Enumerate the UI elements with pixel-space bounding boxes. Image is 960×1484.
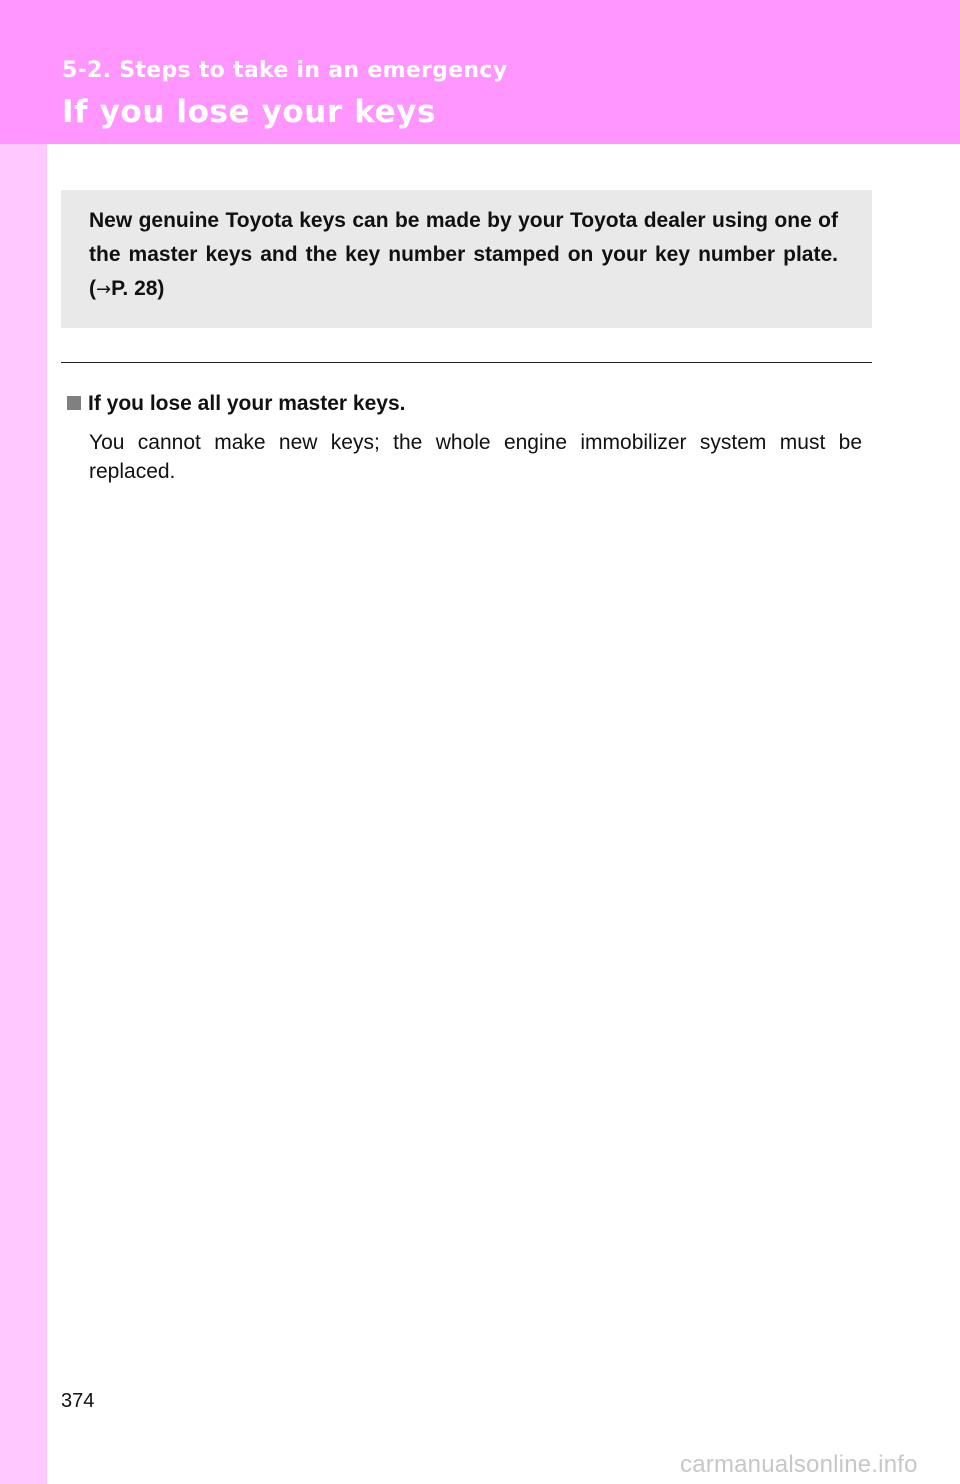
section-heading: [67, 391, 405, 417]
section-heading-text: If you lose all your master keys.: [88, 392, 406, 415]
side-tab-strip: [0, 144, 47, 1484]
section-body: You cannot make new keys; the whole engine immobilizer system must be replaced.: [89, 431, 862, 483]
section-label: 5-2. Steps to take in an emergency: [62, 58, 508, 83]
watermark: carmanualsonline.info: [680, 1451, 918, 1478]
page-number: 374: [61, 1390, 95, 1412]
intro-text-main: New genuine Toyota keys can be made by your Toyota dealer using one of the master keys and the key number stamped on your key number plate. (: [89, 209, 838, 300]
page-title: If you lose your keys: [62, 94, 437, 130]
arrow-icon: →: [96, 279, 112, 300]
intro-text: [89, 204, 838, 307]
divider: [61, 362, 872, 363]
page-reference-link[interactable]: P. 28): [111, 277, 165, 300]
intro-box: [61, 190, 872, 328]
square-bullet-icon: [67, 396, 81, 410]
